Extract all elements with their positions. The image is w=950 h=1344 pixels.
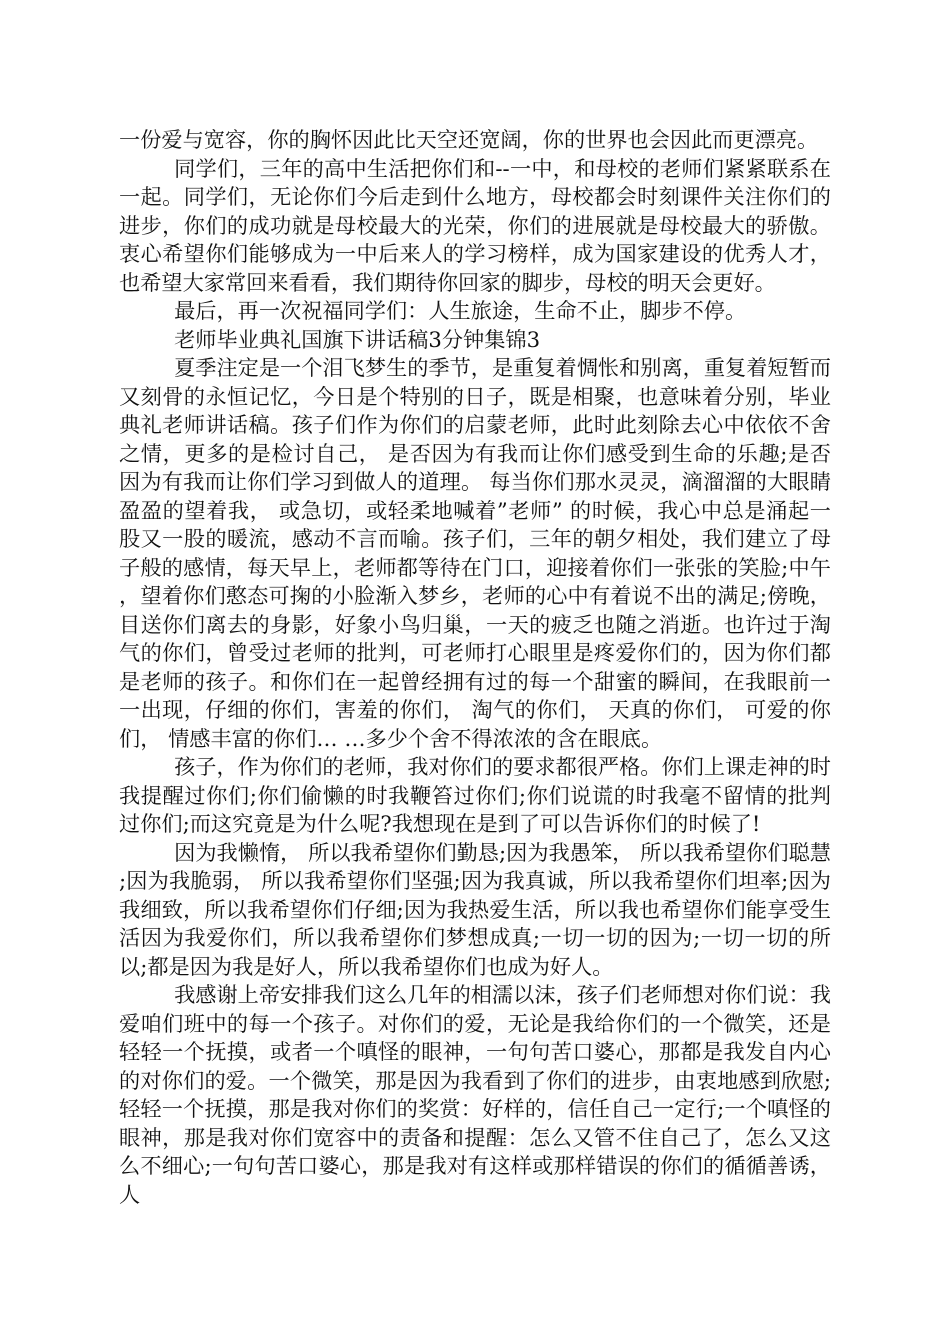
paragraph-6: 因为我懒惰， 所以我希望你们勤恳;因为我愚笨， 所以我希望你们聪慧;因为我脆弱， 所以我希望你们坚强;因为我真诚，所以我希望你们坦率;因为我细致，所以我希望你们仔细;因为我热爱生活，所以我也希望你们能享受生活因为我爱你们，所以我希望你们梦想成真;一切一切的因为;一切一切的所以;都是因为我是好人，所以我希望你们也成为好人。 xyxy=(119,839,831,979)
paragraph-5: 孩子，作为你们的老师，我对你们的要求都很严格。你们上课走神的时我提醒过你们;你们偷懒的时我鞭笞过你们;你们说谎的时我毫不留情的批判过你们;而这究竟是为什么呢?我想现在是到了可以告诉你们的时候了! xyxy=(119,754,831,836)
paragraph-1: 一份爱与宽容，你的胸怀因此比天空还宽阔，你的世界也会因此而更漂亮。 xyxy=(119,127,819,152)
paragraph-7: 我感谢上帝安排我们这么几年的相濡以沫，孩子们老师想对你们说：我爱咱们班中的每一个孩子。对你们的爱，无论是我给你们的一个微笑，还是轻轻一个抚摸，或者一个嗔怪的眼神，一句句苦口婆心，那都是我发自内心的对你们的爱。一个微笑，那是因为我看到了你们的进步，由衷地感到欣慰;轻轻一个抚摸，那是我对你们的奖赏：好样的，信任自己一定行;一个嗔怪的眼神，那是我对你们宽容中的责备和提醒：怎么又管不住自己了，怎么又这么不细心;一句句苦口婆心，那是我对有这样或那样错误的你们的循循善诱，人 xyxy=(119,982,831,1207)
paragraph-4: 夏季注定是一个泪飞梦生的季节，是重复着惆怅和别离，重复着短暂而又刻骨的永恒记忆，今日是个特别的日子，既是相聚，也意味着分别，毕业典礼老师讲话稿。孩子们作为你们的启蒙老师，此时此刻除去心中依依不舍之情，更多的是检讨自己， 是否因为有我而让你们感受到生命的乐趣;是否因为有我而让你们学习到做人的道理。 每当你们那水灵灵，滴溜溜的大眼睛盈盈的望着我， 或急切，或轻柔地喊着”老师” 的时候，我心中总是涌起一股又一股的暖流，感动不言而喻。孩子们，三年的朝夕相处，我们建立了母子般的感情，每天早上，老师都等待在门口，迎接着你们一张张的笑脸;中午，望着你们憨态可掬的小脸渐入梦乡，老师的心中有着说不出的满足;傍晚，目送你们离去的身影，好象小鸟归巢，一天的疲乏也随之消逝。也许过于淘气的你们，曾受过老师的批判，可老师打心眼里是疼爱你们的，因为你们都是老师的孩子。和你们在一起曾经拥有过的每一个甜蜜的瞬间，在我眼前一一出现，仔细的你们，害羞的你们， 淘气的你们， 天真的你们， 可爱的你们， 情感丰富的你们… …多少个舍不得浓浓的含在眼底。 xyxy=(119,355,831,751)
section-heading: 老师毕业典礼国旗下讲话稿3分钟集锦3 xyxy=(174,326,541,352)
paragraph-2: 同学们，三年的高中生活把你们和--一中，和母校的老师们紧紧联系在一起。同学们，无论你们今后走到什么地方，母校都会时刻课件关注你们的进步，你们的成功就是母校最大的光荣，你们的进展就是母校最大的骄傲。衷心希望你们能够成为一中后来人的学习榜样，成为国家建设的优秀人才，也希望大家常回来看看，我们期待你回家的脚步，母校的明天会更好。 xyxy=(119,155,831,295)
document-body xyxy=(119,126,831,1209)
paragraph-3: 最后，再一次祝福同学们：人生旅途，生命不止，脚步不停。 xyxy=(174,298,747,323)
